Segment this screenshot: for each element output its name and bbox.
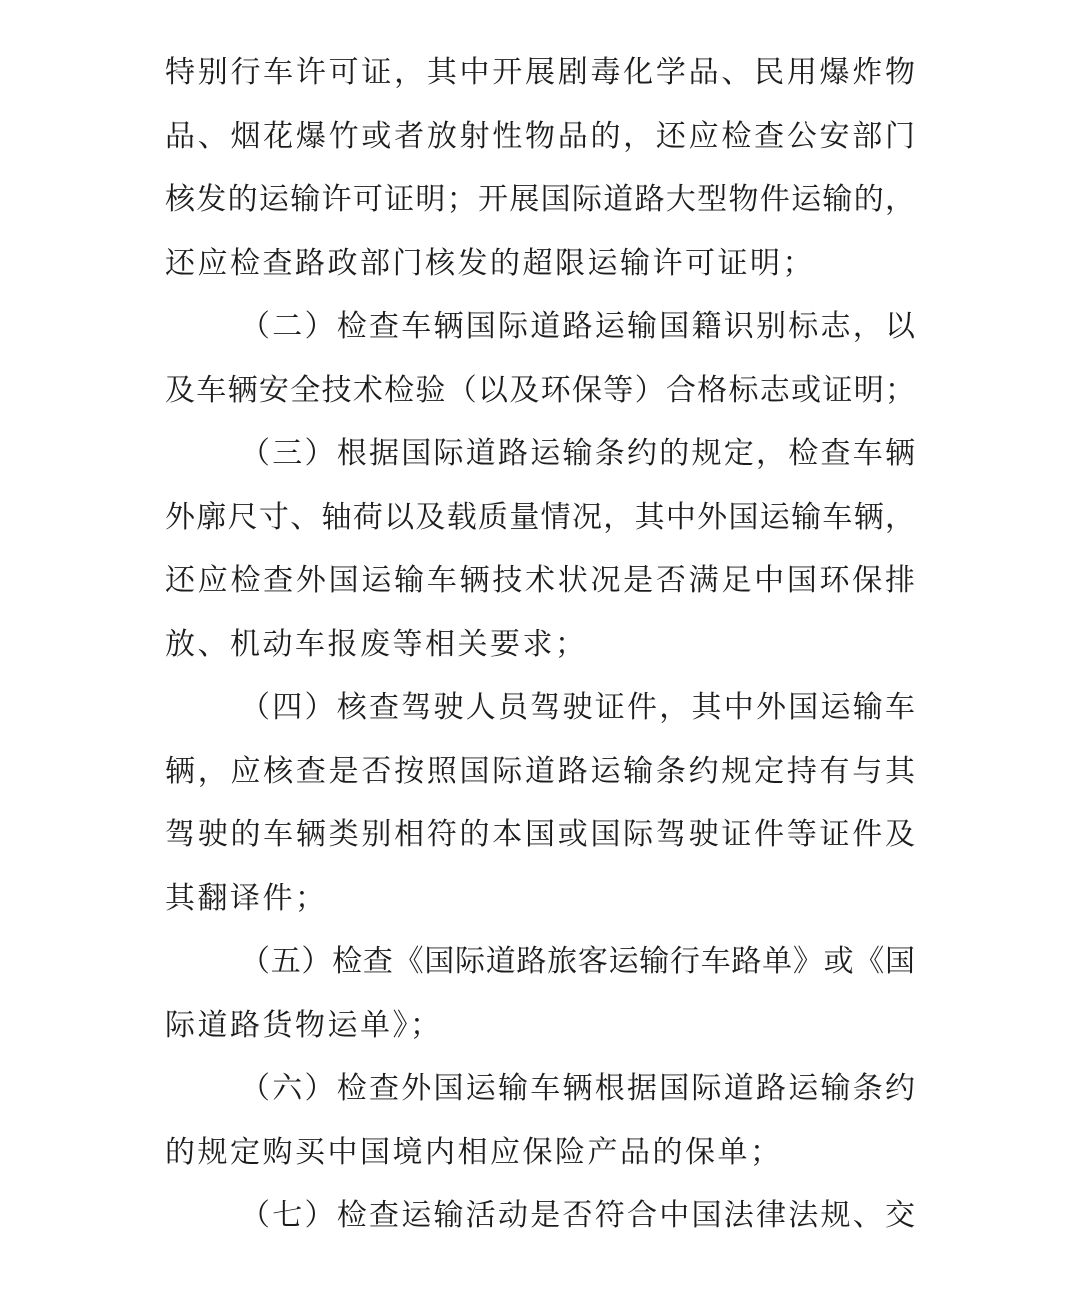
- text-line: 品、烟花爆竹或者放射性物品的，还应检查公安部门: [165, 118, 915, 154]
- paragraph-item-7: [165, 1184, 915, 1248]
- text-line: （六）检查外国运输车辆根据国际道路运输条约: [240, 1071, 915, 1106]
- document-body: [165, 41, 915, 1248]
- paragraph-item-4: [165, 676, 915, 930]
- text-line: （四）核查驾驶人员驾驶证件，其中外国运输车: [240, 690, 915, 725]
- text-line: （七）检查运输活动是否符合中国法律法规、交: [240, 1198, 915, 1233]
- text-line: 及车辆安全技术检验（以及环保等）合格标志或证明；: [165, 372, 915, 408]
- text-line: 外廓尺寸、轴荷以及载质量情况，其中外国运输车辆，: [165, 499, 915, 535]
- text-line: （五）检查《国际道路旅客运输行车路单》或《国: [240, 944, 915, 979]
- text-line: 特别行车许可证，其中开展剧毒化学品、民用爆炸物: [165, 55, 915, 90]
- text-line: 还应检查外国运输车辆技术状况是否满足中国环保排: [165, 563, 915, 598]
- text-line: 还应检查路政部门核发的超限运输许可证明；: [165, 245, 815, 281]
- text-line: 驾驶的车辆类别相符的本国或国际驾驶证件等证件及: [165, 817, 915, 852]
- text-line: 放、机动车报废等相关要求；: [165, 626, 588, 662]
- paragraph-item-5: [165, 930, 915, 1057]
- paragraph-item-2: [165, 295, 915, 422]
- paragraph-item-6: [165, 1057, 915, 1184]
- text-line: 际道路货物运单》；: [165, 1007, 443, 1043]
- text-line: 其翻译件；: [165, 880, 328, 916]
- text-line: 的规定购买中国境内相应保险产品的保单；: [165, 1134, 783, 1170]
- text-line: （二）检查车辆国际道路运输国籍识别标志，以: [240, 309, 915, 344]
- paragraph-continued: [165, 41, 915, 295]
- text-line: 核发的运输许可证明；开展国际道路大型物件运输的，: [165, 182, 915, 217]
- text-line: 辆，应核查是否按照国际道路运输条约规定持有与其: [165, 753, 915, 789]
- paragraph-item-3: [165, 422, 915, 676]
- text-line: （三）根据国际道路运输条约的规定，检查车辆: [240, 436, 915, 471]
